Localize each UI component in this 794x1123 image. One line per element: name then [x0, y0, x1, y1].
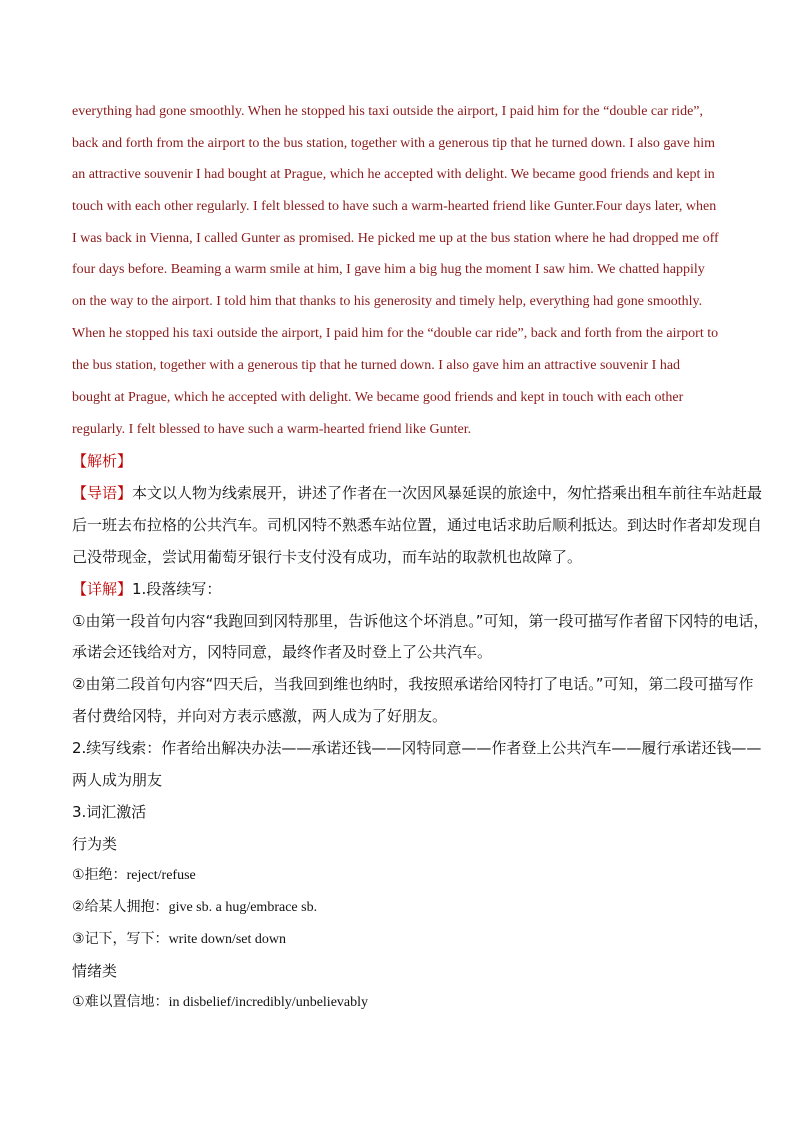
detail-heading [72, 579, 742, 599]
paragraph-hint-line: 者付费给冈特，并向对方表示感激，两人成为了好朋友。 [72, 707, 448, 725]
guide-line: 后一班去布拉格的公共汽车。司机冈特不熟悉车站位置，通过电话求助后顺利抵达。到达时作者却发现自 [72, 516, 763, 534]
item-number: ① [72, 867, 85, 883]
vocab-english: give sb. a hug/embrace sb. [168, 900, 318, 915]
item-number: ① [72, 994, 85, 1010]
clue-line: 两人成为朋友 [72, 771, 163, 789]
vocab-item [72, 929, 742, 950]
vocab-title: 3.词汇激活 [72, 803, 147, 821]
detail-label: 【详解】 [72, 580, 133, 598]
essay-line: an attractive souvenir I had bought at Prague, which he accepted with delight. We became good friends and kept in [72, 167, 715, 182]
essay-line: I was back in Vienna, I called Gunter as promised. He picked me up at the bus station where he had dropped me off [72, 231, 719, 246]
vocab-chinese: 给某人拥抱： [84, 899, 169, 915]
vocab-item [72, 897, 742, 918]
analysis-heading: 【解析】 [72, 452, 133, 470]
guide-text: 本文以人物为线索展开，讲述了作者在一次因风暴延误的旅途中，匆忙搭乘出租车前往车站赶最 [132, 484, 763, 502]
item-number: ② [72, 899, 85, 915]
essay-line: back and forth from the airport to the bus station, together with a generous tip that he turned down. I also gave him [72, 136, 716, 151]
essay-line: When he stopped his taxi outside the airport, I paid him for the “double car ride”, back and forth from the airport to [72, 326, 719, 341]
detail-title: 1.段落续写： [132, 580, 222, 598]
vocab-chinese: 记下，写下： [84, 931, 169, 947]
category-emotion: 情绪类 [72, 962, 118, 980]
vocab-item [72, 865, 742, 886]
guide-line [72, 483, 763, 503]
essay-line: on the way to the airport. I told him that thanks to his generosity and timely help, everything had gone smoothly. [72, 294, 703, 309]
item-number: ③ [72, 931, 85, 947]
vocab-english: in disbelief/incredibly/unbelievably [168, 995, 369, 1010]
vocab-item [72, 992, 742, 1013]
essay-line: touch with each other regularly. I felt blessed to have such a warm-hearted friend like Gunter.Four days later, when [72, 199, 717, 214]
clue-line: 2.续写线索：作者给出解决办法——承诺还钱——冈特同意——作者登上公共汽车——履行承诺还钱—— [72, 739, 762, 757]
vocab-chinese: 难以置信地： [84, 994, 169, 1010]
paragraph-hint-line: ②由第二段首句内容“四天后，当我回到维也纳时，我按照承诺给冈特打了电话。”可知，第二段可描写作 [72, 675, 754, 693]
essay-line: everything had gone smoothly. When he stopped his taxi outside the airport, I paid him for the “double car ride”, [72, 104, 703, 119]
essay-line: regularly. I felt blessed to have such a warm-hearted friend like Gunter. [72, 422, 472, 437]
vocab-english: reject/refuse [126, 868, 196, 883]
vocab-english: write down/set down [168, 932, 286, 947]
paragraph-hint-line: 承诺会还钱给对方，冈特同意，最终作者及时登上了公共汽车。 [72, 643, 493, 661]
guide-line: 己没带现金，尝试用葡萄牙银行卡支付没有成功，而车站的取款机也故障了。 [72, 548, 583, 566]
essay-line: bought at Prague, which he accepted with delight. We became good friends and kept in touch with each other [72, 390, 684, 405]
category-behavior: 行为类 [72, 835, 118, 853]
essay-line: the bus station, together with a generous tip that he turned down. I also gave him an attractive souvenir I had [72, 358, 681, 373]
vocab-chinese: 拒绝： [84, 867, 127, 883]
essay-line: four days before. Beaming a warm smile at him, I gave him a big hug the moment I saw him. We chatted happily [72, 262, 705, 277]
guide-label: 【导语】 [72, 484, 133, 502]
paragraph-hint-line: ①由第一段首句内容“我跑回到冈特那里，告诉他这个坏消息。”可知，第一段可描写作者留下冈特的电话， [72, 612, 769, 630]
